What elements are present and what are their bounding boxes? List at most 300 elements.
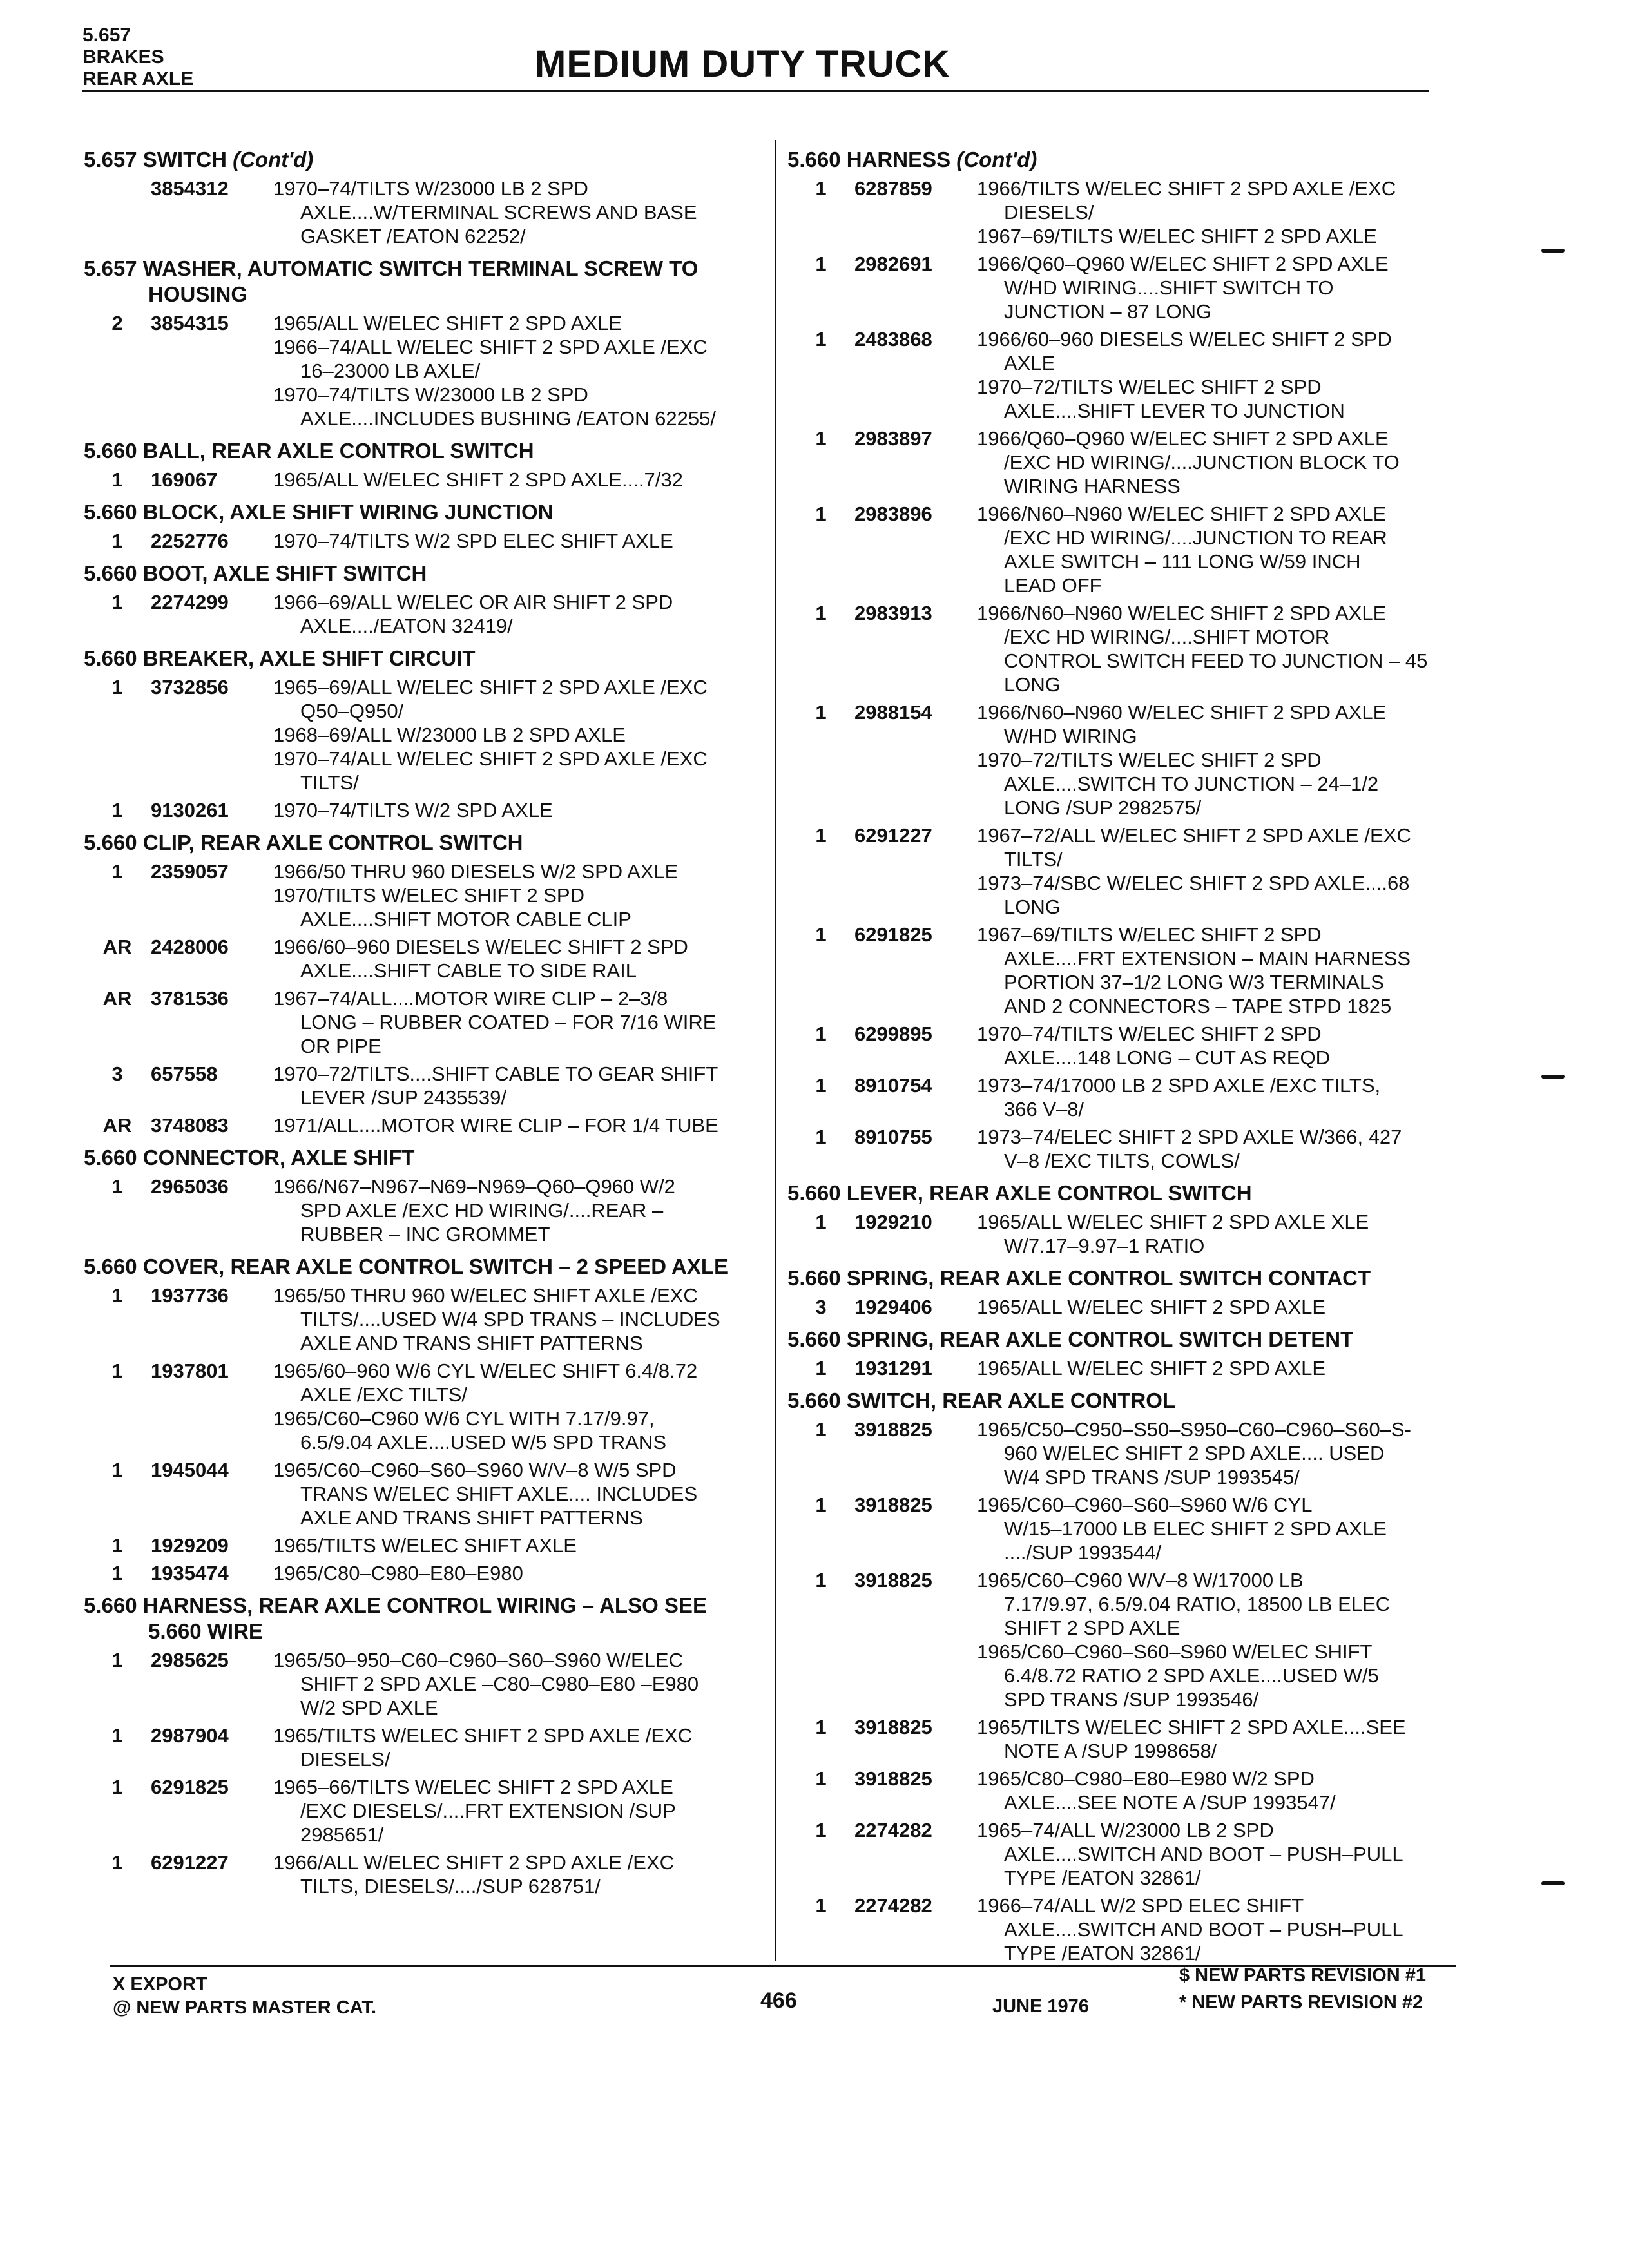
description-line: 1967–69/TILTS W/ELEC SHIFT 2 SPD AXLE	[977, 225, 1377, 247]
part-description	[273, 1113, 754, 1137]
part-entry	[787, 327, 1458, 423]
part-entry	[787, 1418, 1458, 1489]
part-entry	[787, 252, 1458, 323]
part-qty: 1	[815, 1716, 827, 1738]
section-heading	[787, 1180, 1458, 1206]
part-qty: 1	[815, 824, 827, 847]
description-line: W/15–17000 LB ELEC SHIFT 2 SPD AXLE	[1004, 1517, 1387, 1540]
description-line: CONTROL SWITCH FEED TO JUNCTION – 45	[1004, 649, 1428, 672]
part-qty: 1	[815, 1211, 827, 1233]
section-heading	[787, 1388, 1458, 1414]
part-entry	[84, 986, 754, 1058]
part-description	[977, 1356, 1458, 1380]
description-line: TILTS/	[1004, 848, 1063, 870]
part-description	[977, 1125, 1458, 1173]
section-name: BLOCK, AXLE SHIFT WIRING JUNCTION	[142, 500, 554, 524]
part-entry	[84, 675, 754, 794]
part-number: 6287859	[854, 177, 932, 200]
section-number: 5.660	[84, 500, 137, 524]
part-number: 2983913	[854, 602, 932, 624]
description-line: 1965/ALL W/ELEC SHIFT 2 SPD AXLE	[977, 1357, 1326, 1379]
part-description	[273, 675, 754, 794]
catalog-section	[84, 1254, 754, 1585]
description-line: 2985651/	[300, 1823, 384, 1846]
part-qty: AR	[102, 936, 132, 958]
left-column	[84, 140, 754, 1906]
section-name: SWITCH	[142, 148, 227, 171]
section-number: 5.660	[84, 561, 137, 585]
description-line: GASKET /EATON 62252/	[300, 225, 526, 247]
part-entry	[84, 1561, 754, 1585]
description-line: 1965/C60–C960–S60–S960 W/ELEC SHIFT	[977, 1640, 1373, 1663]
part-description	[977, 1715, 1458, 1763]
description-line: 1973–74/ELEC SHIFT 2 SPD AXLE W/366, 427	[977, 1126, 1402, 1148]
description-line: TYPE /EATON 32861/	[1004, 1942, 1201, 1965]
part-qty: 1	[815, 427, 827, 450]
part-number: 3854315	[151, 312, 229, 334]
description-line: AXLE AND TRANS SHIFT PATTERNS	[300, 1506, 643, 1529]
description-line: 1965/C60–C960 W/V–8 W/17000 LB	[977, 1569, 1304, 1591]
part-qty: 3	[111, 1062, 123, 1085]
catalog-section	[84, 561, 754, 638]
part-number: 2274299	[151, 591, 229, 613]
part-number: 2359057	[151, 860, 229, 883]
part-description	[977, 700, 1458, 820]
description-line: 1965/50 THRU 960 W/ELEC SHIFT AXLE /EXC	[273, 1284, 698, 1307]
part-number: 6291825	[854, 923, 932, 946]
description-line: SHIFT 2 SPD AXLE	[1004, 1617, 1181, 1639]
part-number: 3732856	[151, 676, 229, 698]
right-column	[787, 140, 1458, 1973]
part-description	[273, 1724, 754, 1771]
part-number: 3781536	[151, 987, 229, 1010]
description-line: 1965–74/ALL W/23000 LB 2 SPD	[977, 1819, 1274, 1841]
description-line: 1965/ALL W/ELEC SHIFT 2 SPD AXLE	[977, 1296, 1326, 1318]
catalog-section	[84, 646, 754, 822]
part-number: 2988154	[854, 701, 932, 724]
section-number: 5.657	[84, 256, 137, 280]
part-qty: 1	[111, 799, 123, 822]
part-number: 3918825	[854, 1418, 932, 1441]
part-number: 6291227	[854, 824, 932, 847]
section-contd: (Cont'd)	[956, 148, 1037, 171]
description-line: AND 2 CONNECTORS – TAPE STPD 1825	[1004, 995, 1392, 1017]
section-number: 5.660	[787, 1266, 841, 1290]
description-line: AXLE SWITCH – 111 LONG W/59 INCH	[1004, 550, 1361, 573]
part-number: 1937801	[151, 1360, 229, 1382]
part-qty: 1	[111, 1649, 123, 1671]
description-line: SPD TRANS /SUP 1993546/	[1004, 1688, 1259, 1711]
catalog-section	[84, 438, 754, 492]
part-number: 1929209	[151, 1534, 229, 1557]
description-line: 1973–74/17000 LB 2 SPD AXLE /EXC TILTS,	[977, 1074, 1381, 1097]
description-line: 1966/N60–N960 W/ELEC SHIFT 2 SPD AXLE	[977, 602, 1387, 624]
part-entry	[787, 1356, 1458, 1380]
part-number: 2274282	[854, 1819, 932, 1841]
header-group: BRAKES	[82, 46, 164, 68]
description-line: 1965–66/TILTS W/ELEC SHIFT 2 SPD AXLE	[273, 1776, 673, 1798]
catalog-section	[787, 1180, 1458, 1258]
part-entry	[84, 935, 754, 983]
description-line: LONG – RUBBER COATED – FOR 7/16 WIRE	[300, 1011, 717, 1033]
part-description	[977, 1767, 1458, 1814]
footer-export: X EXPORT	[113, 1974, 207, 1995]
part-number: 2983896	[854, 503, 932, 525]
part-description	[273, 1283, 754, 1355]
catalog-section	[787, 1327, 1458, 1380]
description-line: AXLE....INCLUDES BUSHING /EATON 62255/	[300, 407, 716, 430]
description-line: PORTION 37–1/2 LONG W/3 TERMINALS	[1004, 971, 1384, 994]
part-qty: 1	[815, 1819, 827, 1841]
description-line: NOTE A /SUP 1998658/	[1004, 1740, 1217, 1762]
part-number: 3918825	[854, 1569, 932, 1591]
section-heading	[84, 646, 754, 671]
section-number: 5.660	[787, 1181, 841, 1205]
part-description	[273, 529, 754, 553]
part-entry	[787, 1568, 1458, 1711]
part-description	[977, 327, 1458, 423]
description-line: AXLE	[1004, 352, 1055, 374]
description-line: 16–23000 LB AXLE/	[300, 360, 481, 382]
margin-mark	[1541, 1075, 1565, 1079]
section-number: 5.660	[787, 1327, 841, 1351]
description-line: 366 V–8/	[1004, 1098, 1084, 1120]
description-line: 1965/ALL W/ELEC SHIFT 2 SPD AXLE....7/32	[273, 468, 683, 491]
part-qty: 1	[111, 1534, 123, 1557]
description-line: 1970–72/TILTS....SHIFT CABLE TO GEAR SHIFT	[273, 1062, 718, 1085]
section-heading	[84, 499, 754, 525]
part-entry	[84, 177, 754, 248]
description-line: 1970–74/ALL W/ELEC SHIFT 2 SPD AXLE /EXC	[273, 747, 708, 770]
description-line: AXLE....FRT EXTENSION – MAIN HARNESS	[1004, 947, 1411, 970]
part-qty: 1	[815, 1074, 827, 1097]
description-line: 6.4/8.72 RATIO 2 SPD AXLE....USED W/5	[1004, 1664, 1379, 1687]
description-line: 1967–74/ALL....MOTOR WIRE CLIP – 2–3/8	[273, 987, 668, 1010]
part-description	[977, 1418, 1458, 1489]
section-name: WASHER, AUTOMATIC SWITCH TERMINAL SCREW TO HOUSING	[142, 256, 699, 306]
part-qty: 1	[111, 1459, 123, 1481]
part-number: 2965036	[151, 1175, 229, 1198]
description-line: TILTS/....USED W/4 SPD TRANS – INCLUDES	[300, 1308, 720, 1331]
description-line: AXLE..../EATON 32419/	[300, 615, 513, 637]
part-description	[273, 468, 754, 492]
description-line: AXLE....SWITCH TO JUNCTION – 24–1/2	[1004, 773, 1379, 795]
part-qty: 1	[815, 177, 827, 200]
part-qty: 1	[815, 1894, 827, 1917]
section-heading	[84, 1145, 754, 1171]
part-number: 1931291	[854, 1357, 932, 1379]
description-line: 1965/C50–C950–S50–S950–C60–C960–S60–S-	[977, 1418, 1411, 1441]
part-description	[977, 1295, 1458, 1319]
part-entry	[84, 1113, 754, 1137]
part-number: 1937736	[151, 1284, 229, 1307]
description-line: 1965/ALL W/ELEC SHIFT 2 SPD AXLE	[273, 312, 622, 334]
part-entry	[787, 1715, 1458, 1763]
part-qty: 2	[111, 312, 123, 334]
part-description	[977, 601, 1458, 697]
part-description	[273, 1533, 754, 1557]
part-number: 2982691	[854, 253, 932, 275]
description-line: AXLE....SEE NOTE A /SUP 1993547/	[1004, 1791, 1336, 1814]
description-line: 1966/N60–N960 W/ELEC SHIFT 2 SPD AXLE	[977, 701, 1387, 724]
description-line: 1965/C80–C980–E80–E980 W/2 SPD	[977, 1767, 1315, 1790]
catalog-section	[84, 830, 754, 1137]
section-number: 5.660	[84, 439, 137, 463]
part-entry	[84, 1458, 754, 1530]
description-line: SHIFT 2 SPD AXLE –C80–C980–E80 –E980	[300, 1673, 699, 1695]
part-entry	[787, 427, 1458, 498]
description-line: W/2 SPD AXLE	[300, 1696, 438, 1719]
header-subgroup: REAR AXLE	[82, 68, 194, 90]
description-line: SPD AXLE /EXC HD WIRING/....REAR –	[300, 1199, 664, 1222]
part-qty: 1	[111, 860, 123, 883]
catalog-section	[787, 1265, 1458, 1319]
part-description	[273, 1561, 754, 1585]
description-line: AXLE....W/TERMINAL SCREWS AND BASE	[300, 201, 697, 224]
description-line: 1970–72/TILTS W/ELEC SHIFT 2 SPD	[977, 376, 1322, 398]
part-number: 2987904	[151, 1724, 229, 1747]
section-number: 5.660	[84, 1146, 137, 1169]
part-entry	[84, 1359, 754, 1454]
part-description	[273, 860, 754, 931]
section-name: BOOT, AXLE SHIFT SWITCH	[142, 561, 427, 585]
description-line: AXLE....SWITCH AND BOOT – PUSH–PULL	[1004, 1843, 1403, 1865]
part-qty: 1	[111, 676, 123, 698]
description-line: 1966/TILTS W/ELEC SHIFT 2 SPD AXLE /EXC	[977, 177, 1396, 200]
description-line: V–8 /EXC TILTS, COWLS/	[1004, 1149, 1240, 1172]
section-name: CONNECTOR, AXLE SHIFT	[142, 1146, 415, 1169]
description-line: W/7.17–9.97–1 RATIO	[1004, 1235, 1205, 1257]
part-qty: 1	[815, 503, 827, 525]
part-entry	[84, 1648, 754, 1720]
section-heading	[84, 1254, 754, 1280]
part-description	[977, 1568, 1458, 1711]
part-qty: 1	[815, 253, 827, 275]
description-line: JUNCTION – 87 LONG	[1004, 300, 1212, 323]
part-description	[977, 1894, 1458, 1965]
part-number: 6299895	[854, 1023, 932, 1045]
part-entry	[787, 1022, 1458, 1070]
footer-revision-1: $ NEW PARTS REVISION #1	[1179, 1965, 1426, 1986]
part-qty: 1	[815, 1023, 827, 1045]
description-line: /EXC HD WIRING/....JUNCTION TO REAR	[1004, 526, 1387, 549]
description-line: AXLE /EXC TILTS/	[300, 1383, 468, 1406]
section-name: CLIP, REAR AXLE CONTROL SWITCH	[142, 831, 523, 854]
part-entry	[787, 601, 1458, 697]
part-qty: 1	[815, 1494, 827, 1516]
description-line: 1965/60–960 W/6 CYL W/ELEC SHIFT 6.4/8.72	[273, 1360, 698, 1382]
part-number: 1929406	[854, 1296, 932, 1318]
part-number: 3918825	[854, 1716, 932, 1738]
column-divider	[775, 140, 776, 1961]
part-description	[977, 1073, 1458, 1121]
part-entry	[787, 1210, 1458, 1258]
section-heading	[787, 147, 1458, 173]
description-line: 1966/N60–N960 W/ELEC SHIFT 2 SPD AXLE	[977, 503, 1387, 525]
section-heading	[84, 561, 754, 586]
part-number: 657558	[151, 1062, 218, 1085]
section-heading	[84, 438, 754, 464]
description-line: LEVER /SUP 2435539/	[300, 1086, 506, 1109]
description-line: 1966–69/ALL W/ELEC OR AIR SHIFT 2 SPD	[273, 591, 673, 613]
description-line: 1966/60–960 DIESELS W/ELEC SHIFT 2 SPD	[273, 936, 688, 958]
part-qty: 1	[111, 1284, 123, 1307]
part-qty: AR	[102, 1114, 132, 1137]
description-line: 1970–74/TILTS W/2 SPD ELEC SHIFT AXLE	[273, 530, 673, 552]
description-line: 1970–74/TILTS W/23000 LB 2 SPD	[273, 383, 588, 406]
part-entry	[84, 1850, 754, 1898]
section-number: 5.657	[84, 148, 137, 171]
description-line: 1965/TILTS W/ELEC SHIFT 2 SPD AXLE /EXC	[273, 1724, 693, 1747]
part-number: 2483868	[854, 328, 932, 351]
description-line: AXLE....SHIFT MOTOR CABLE CLIP	[300, 908, 631, 930]
description-line: 6.5/9.04 AXLE....USED W/5 SPD TRANS	[300, 1431, 666, 1454]
part-qty: AR	[102, 987, 132, 1010]
part-description	[977, 1493, 1458, 1564]
description-line: 1970–74/TILTS W/2 SPD AXLE	[273, 799, 553, 822]
description-line: TILTS, DIESELS/..../SUP 628751/	[300, 1875, 601, 1898]
section-heading	[84, 1593, 754, 1644]
description-line: 1965/TILTS W/ELEC SHIFT 2 SPD AXLE....SEE	[977, 1716, 1406, 1738]
section-name: BALL, REAR AXLE CONTROL SWITCH	[142, 439, 534, 463]
description-line: /EXC HD WIRING/....SHIFT MOTOR	[1004, 626, 1330, 648]
description-line: AXLE....SWITCH AND BOOT – PUSH–PULL	[1004, 1918, 1403, 1941]
description-line: LONG /SUP 2982575/	[1004, 796, 1202, 819]
part-qty: 1	[815, 1767, 827, 1790]
part-description	[977, 427, 1458, 498]
part-description	[977, 177, 1458, 248]
part-entry	[787, 177, 1458, 248]
description-line: AXLE....SHIFT LEVER TO JUNCTION	[1004, 399, 1345, 422]
description-line: 1966–74/ALL W/ELEC SHIFT 2 SPD AXLE /EXC	[273, 336, 708, 358]
section-heading	[787, 1265, 1458, 1291]
section-number: 5.660	[787, 1389, 841, 1412]
part-number: 3748083	[151, 1114, 229, 1137]
section-name: SPRING, REAR AXLE CONTROL SWITCH DETENT	[846, 1327, 1354, 1351]
description-line: 1966–74/ALL W/2 SPD ELEC SHIFT	[977, 1894, 1304, 1917]
description-line: W/HD WIRING	[1004, 725, 1137, 747]
description-line: /EXC DIESELS/....FRT EXTENSION /SUP	[300, 1800, 676, 1822]
description-line: 1973–74/SBC W/ELEC SHIFT 2 SPD AXLE....68	[977, 872, 1410, 894]
description-line: 1966/60–960 DIESELS W/ELEC SHIFT 2 SPD	[977, 328, 1392, 351]
description-line: W/HD WIRING....SHIFT SWITCH TO	[1004, 276, 1334, 299]
part-qty: 1	[111, 1175, 123, 1198]
description-line: 1965/C60–C960 W/6 CYL WITH 7.17/9.97,	[273, 1407, 655, 1430]
part-description	[977, 252, 1458, 323]
description-line: 1970–74/TILTS W/23000 LB 2 SPD	[273, 177, 588, 200]
description-line: 1965/50–950–C60–C960–S60–S960 W/ELEC	[273, 1649, 683, 1671]
description-line: RUBBER – INC GROMMET	[300, 1223, 550, 1245]
part-description	[977, 502, 1458, 597]
page-number: 466	[760, 1988, 797, 2013]
description-line: W/4 SPD TRANS /SUP 1993545/	[1004, 1466, 1300, 1488]
part-qty: 1	[815, 923, 827, 946]
part-description	[273, 311, 754, 430]
description-line: 1970–74/TILTS W/ELEC SHIFT 2 SPD	[977, 1023, 1322, 1045]
part-number: 2252776	[151, 530, 229, 552]
description-line: 1968–69/ALL W/23000 LB 2 SPD AXLE	[273, 724, 626, 746]
part-description	[977, 923, 1458, 1018]
footer-master-cat: @ NEW PARTS MASTER CAT.	[113, 1997, 377, 2018]
part-entry	[84, 468, 754, 492]
section-contd: (Cont'd)	[233, 148, 314, 171]
part-entry	[84, 590, 754, 638]
description-line: 1970–72/TILTS W/ELEC SHIFT 2 SPD	[977, 749, 1322, 771]
part-entry	[787, 1295, 1458, 1319]
part-qty: 1	[111, 1776, 123, 1798]
part-qty: 3	[815, 1296, 827, 1318]
part-qty: 1	[111, 1360, 123, 1382]
part-qty	[84, 177, 151, 248]
part-description	[273, 1359, 754, 1454]
part-qty: 1	[815, 701, 827, 724]
description-line: 1967–72/ALL W/ELEC SHIFT 2 SPD AXLE /EXC	[977, 824, 1411, 847]
section-number: 5.660	[84, 831, 137, 854]
part-description	[273, 1648, 754, 1720]
part-qty: 1	[111, 468, 123, 491]
part-number: 3918825	[854, 1494, 932, 1516]
part-number: 2428006	[151, 936, 229, 958]
section-name: HARNESS, REAR AXLE CONTROL WIRING – ALSO SEE 5.660 WIRE	[142, 1593, 707, 1643]
part-qty: 1	[815, 1418, 827, 1441]
part-number: 1945044	[151, 1459, 229, 1481]
part-entry	[84, 1533, 754, 1557]
description-line: TILTS/	[300, 771, 359, 794]
section-name: BREAKER, AXLE SHIFT CIRCUIT	[142, 646, 476, 670]
description-line: LEAD OFF	[1004, 574, 1102, 597]
catalog-section	[787, 147, 1458, 1173]
part-entry	[787, 1818, 1458, 1890]
footer-date: JUNE 1976	[992, 1996, 1089, 2017]
part-number: 169067	[151, 468, 218, 491]
part-number: 6291227	[151, 1851, 229, 1874]
section-heading	[787, 1327, 1458, 1352]
part-entry	[84, 311, 754, 430]
part-description	[977, 823, 1458, 919]
part-entry	[84, 1283, 754, 1355]
part-description	[273, 1458, 754, 1530]
description-line: LONG	[1004, 896, 1061, 918]
description-line: 1971/ALL....MOTOR WIRE CLIP – FOR 1/4 TUBE	[273, 1114, 718, 1137]
part-number: 6291825	[151, 1776, 229, 1798]
description-line: 960 W/ELEC SHIFT 2 SPD AXLE.... USED	[1004, 1442, 1385, 1465]
part-number: 1929210	[854, 1211, 932, 1233]
description-line: TRANS W/ELEC SHIFT AXLE.... INCLUDES	[300, 1483, 698, 1505]
description-line: DIESELS/	[300, 1748, 390, 1771]
part-entry	[787, 823, 1458, 919]
part-number: 8910754	[854, 1074, 932, 1097]
part-description	[273, 1062, 754, 1110]
section-number: 5.660	[84, 1254, 137, 1278]
description-line: TYPE /EATON 32861/	[1004, 1867, 1201, 1889]
part-entry	[84, 1775, 754, 1847]
catalog-section	[84, 1593, 754, 1898]
description-line: Q50–Q950/	[300, 700, 404, 722]
part-description	[977, 1210, 1458, 1258]
part-description	[273, 1850, 754, 1898]
description-line: 1965/C60–C960–S60–S960 W/V–8 W/5 SPD	[273, 1459, 677, 1481]
part-entry	[84, 529, 754, 553]
part-description	[273, 1175, 754, 1246]
part-entry	[84, 860, 754, 931]
part-qty: 1	[815, 1569, 827, 1591]
part-number: 3854312	[151, 177, 229, 200]
part-entry	[84, 798, 754, 822]
part-number: 1935474	[151, 1562, 229, 1584]
part-qty: 1	[815, 602, 827, 624]
part-number: 2983897	[854, 427, 932, 450]
part-entry	[787, 923, 1458, 1018]
